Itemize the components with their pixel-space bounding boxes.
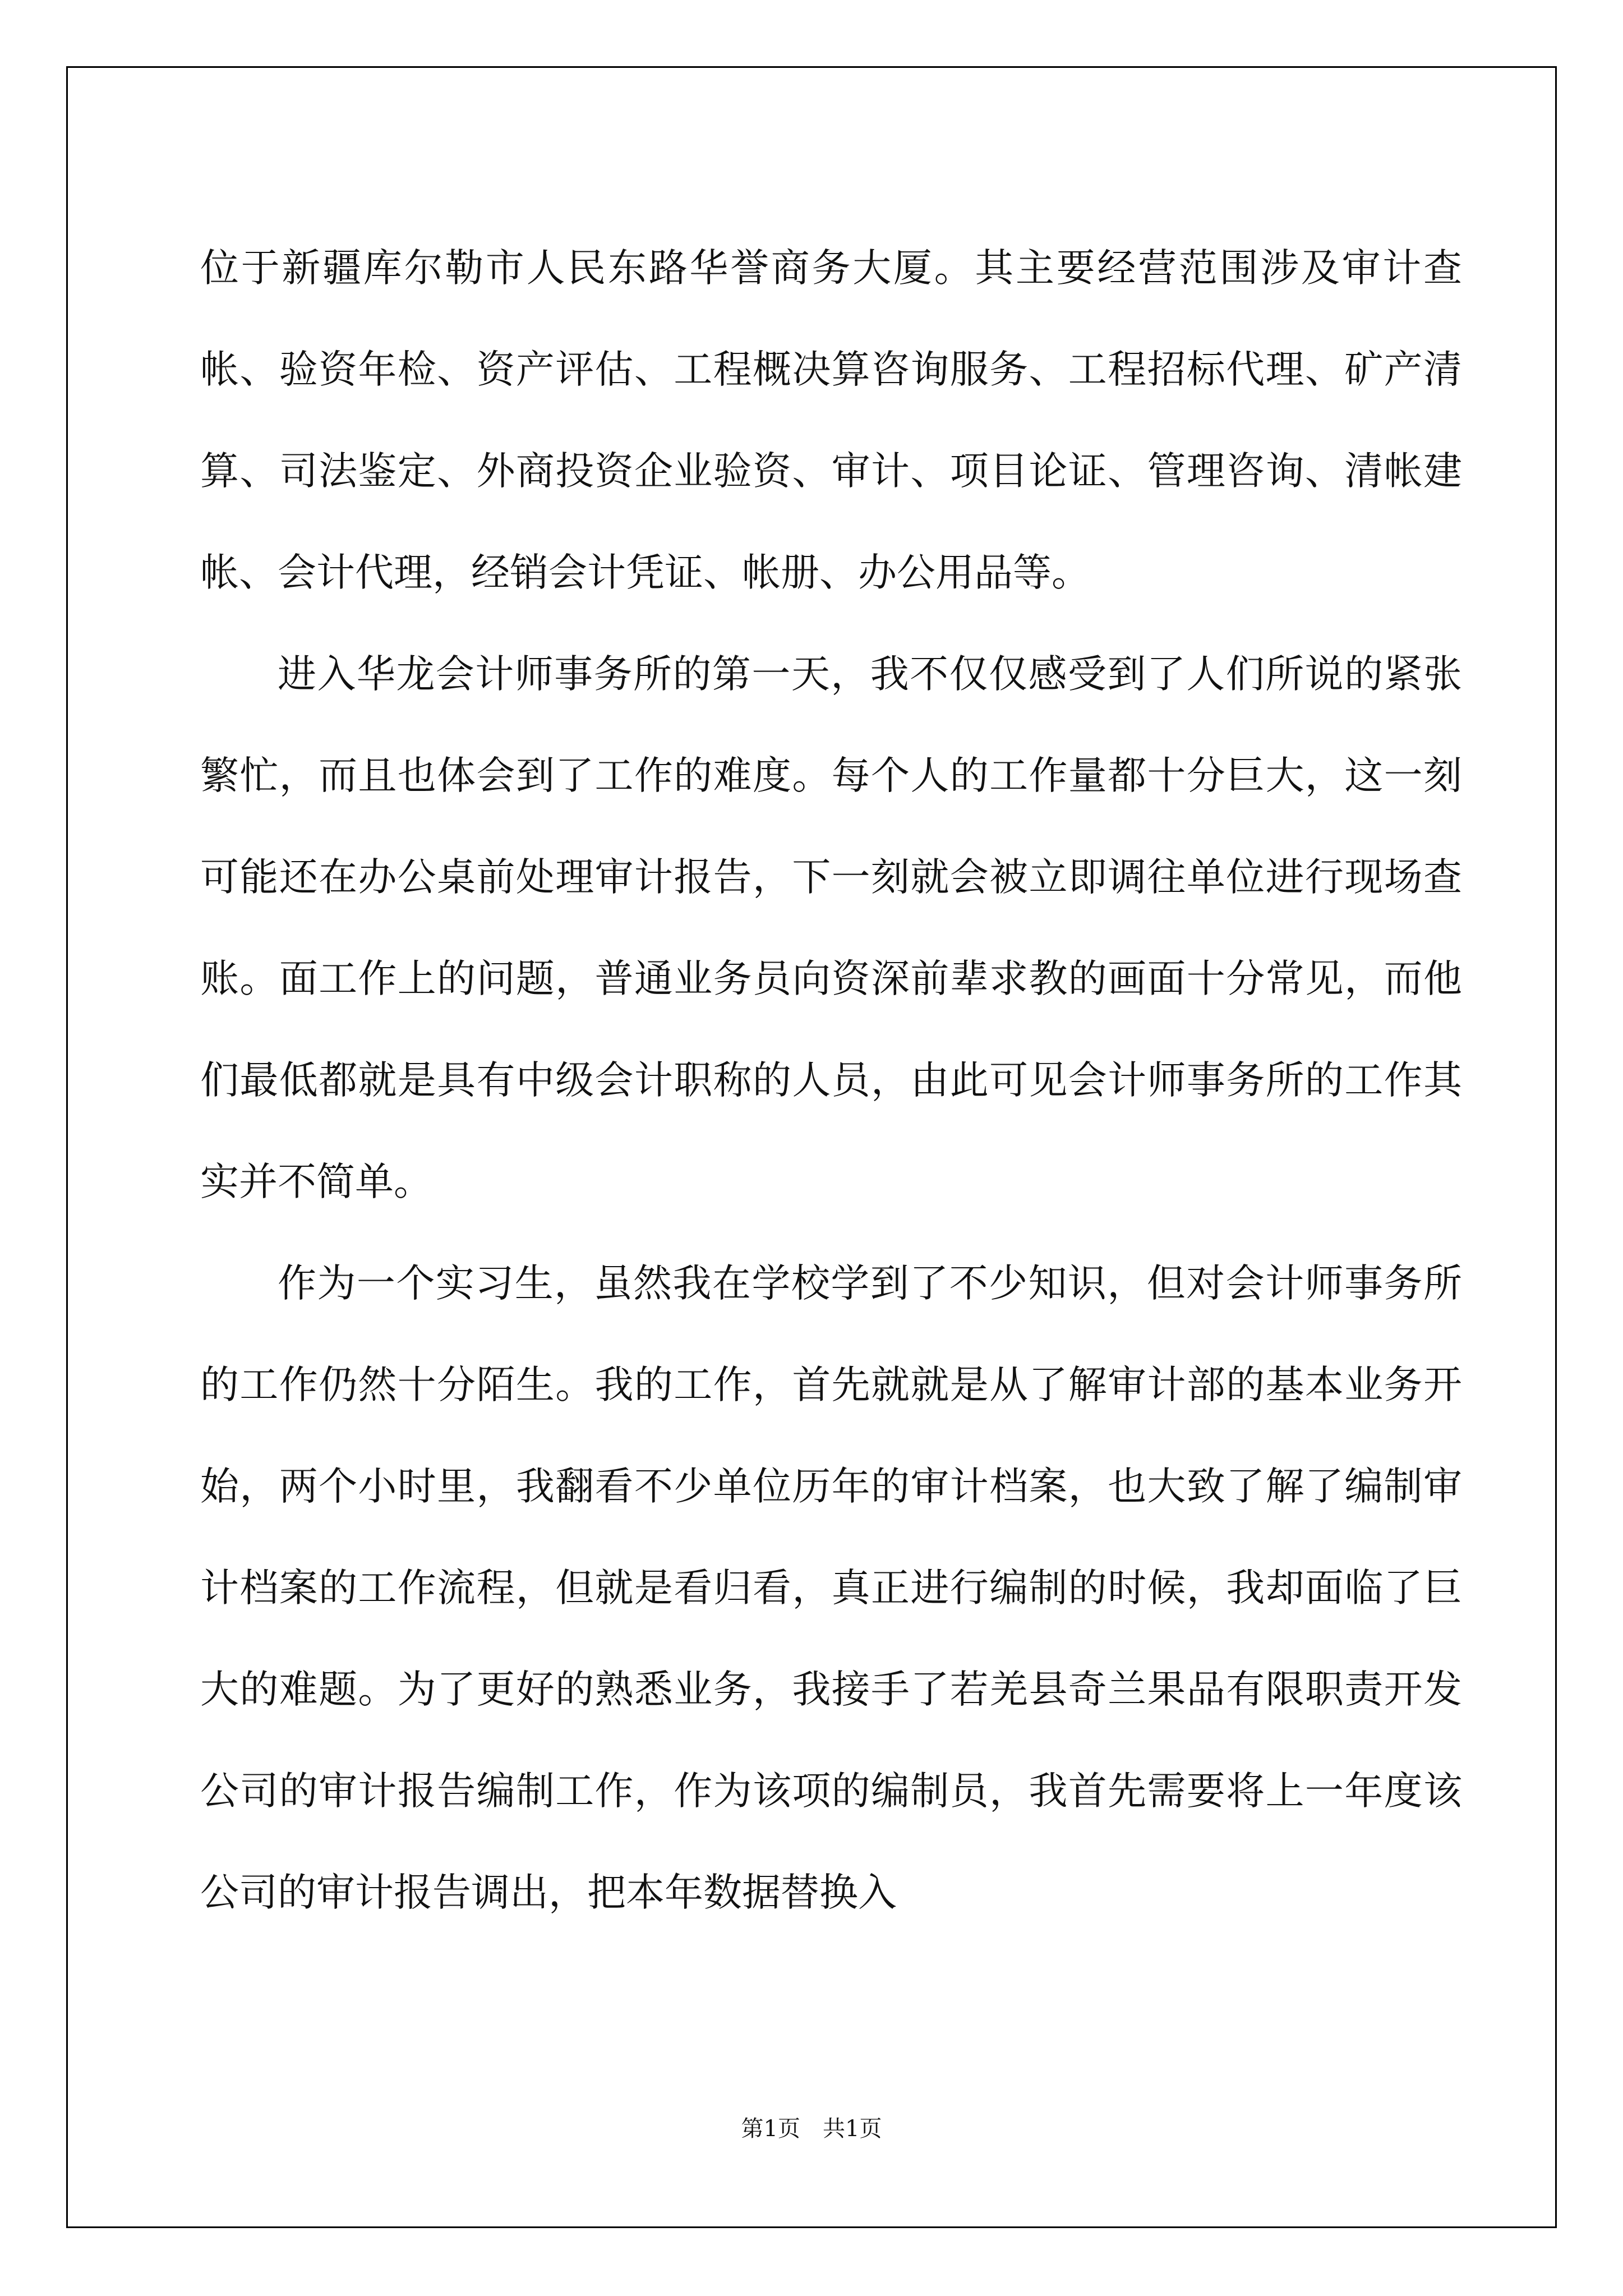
paragraph-1: 位于新疆库尔勒市人民东路华誉商务大厦。其主要经营范围涉及审计查帐、验资年检、资产评估、工程概决算咨询服务、工程招标代理、矿产清算、司法鉴定、外商投资企业验资、审计、项目论证、管理咨询、清帐建帐、会计代理，经销会计凭证、帐册、办公用品等。: [200, 246, 1462, 595]
paragraph-2: 进入华龙会计师事务所的第一天，我不仅仅感受到了人们所说的紧张繁忙，而且也体会到了工作的难度。每个人的工作量都十分巨大，这一刻可能还在办公桌前处理审计报告，下一刻就会被立即调往单位进行现场查账。面工作上的问题，普通业务员向资深前辈求教的画面十分常见，而他们最低都就是具有中级会计职称的人员，由此可见会计师事务所的工作其实并不简单。: [200, 652, 1462, 1204]
page-footer: [0, 2115, 1623, 2143]
page-total: 共1页: [823, 2116, 882, 2142]
page-number: 第1页: [741, 2116, 800, 2142]
document-body: [200, 218, 1462, 1944]
paragraph-3: 作为一个实习生，虽然我在学校学到了不少知识，但对会计师事务所的工作仍然十分陌生。我的工作，首先就就是从了解审计部的基本业务开始，两个小时里，我翻看不少单位历年的审计档案，也大致了解了编制审计档案的工作流程，但就是看归看，真正进行编制的时候，我却面临了巨大的难题。为了更好的熟悉业务，我接手了若羌县奇兰果品有限职责开发公司的审计报告编制工作，作为该项的编制员，我首先需要将上一年度该公司的审计报告调出，把本年数据替换入: [200, 1261, 1462, 1915]
